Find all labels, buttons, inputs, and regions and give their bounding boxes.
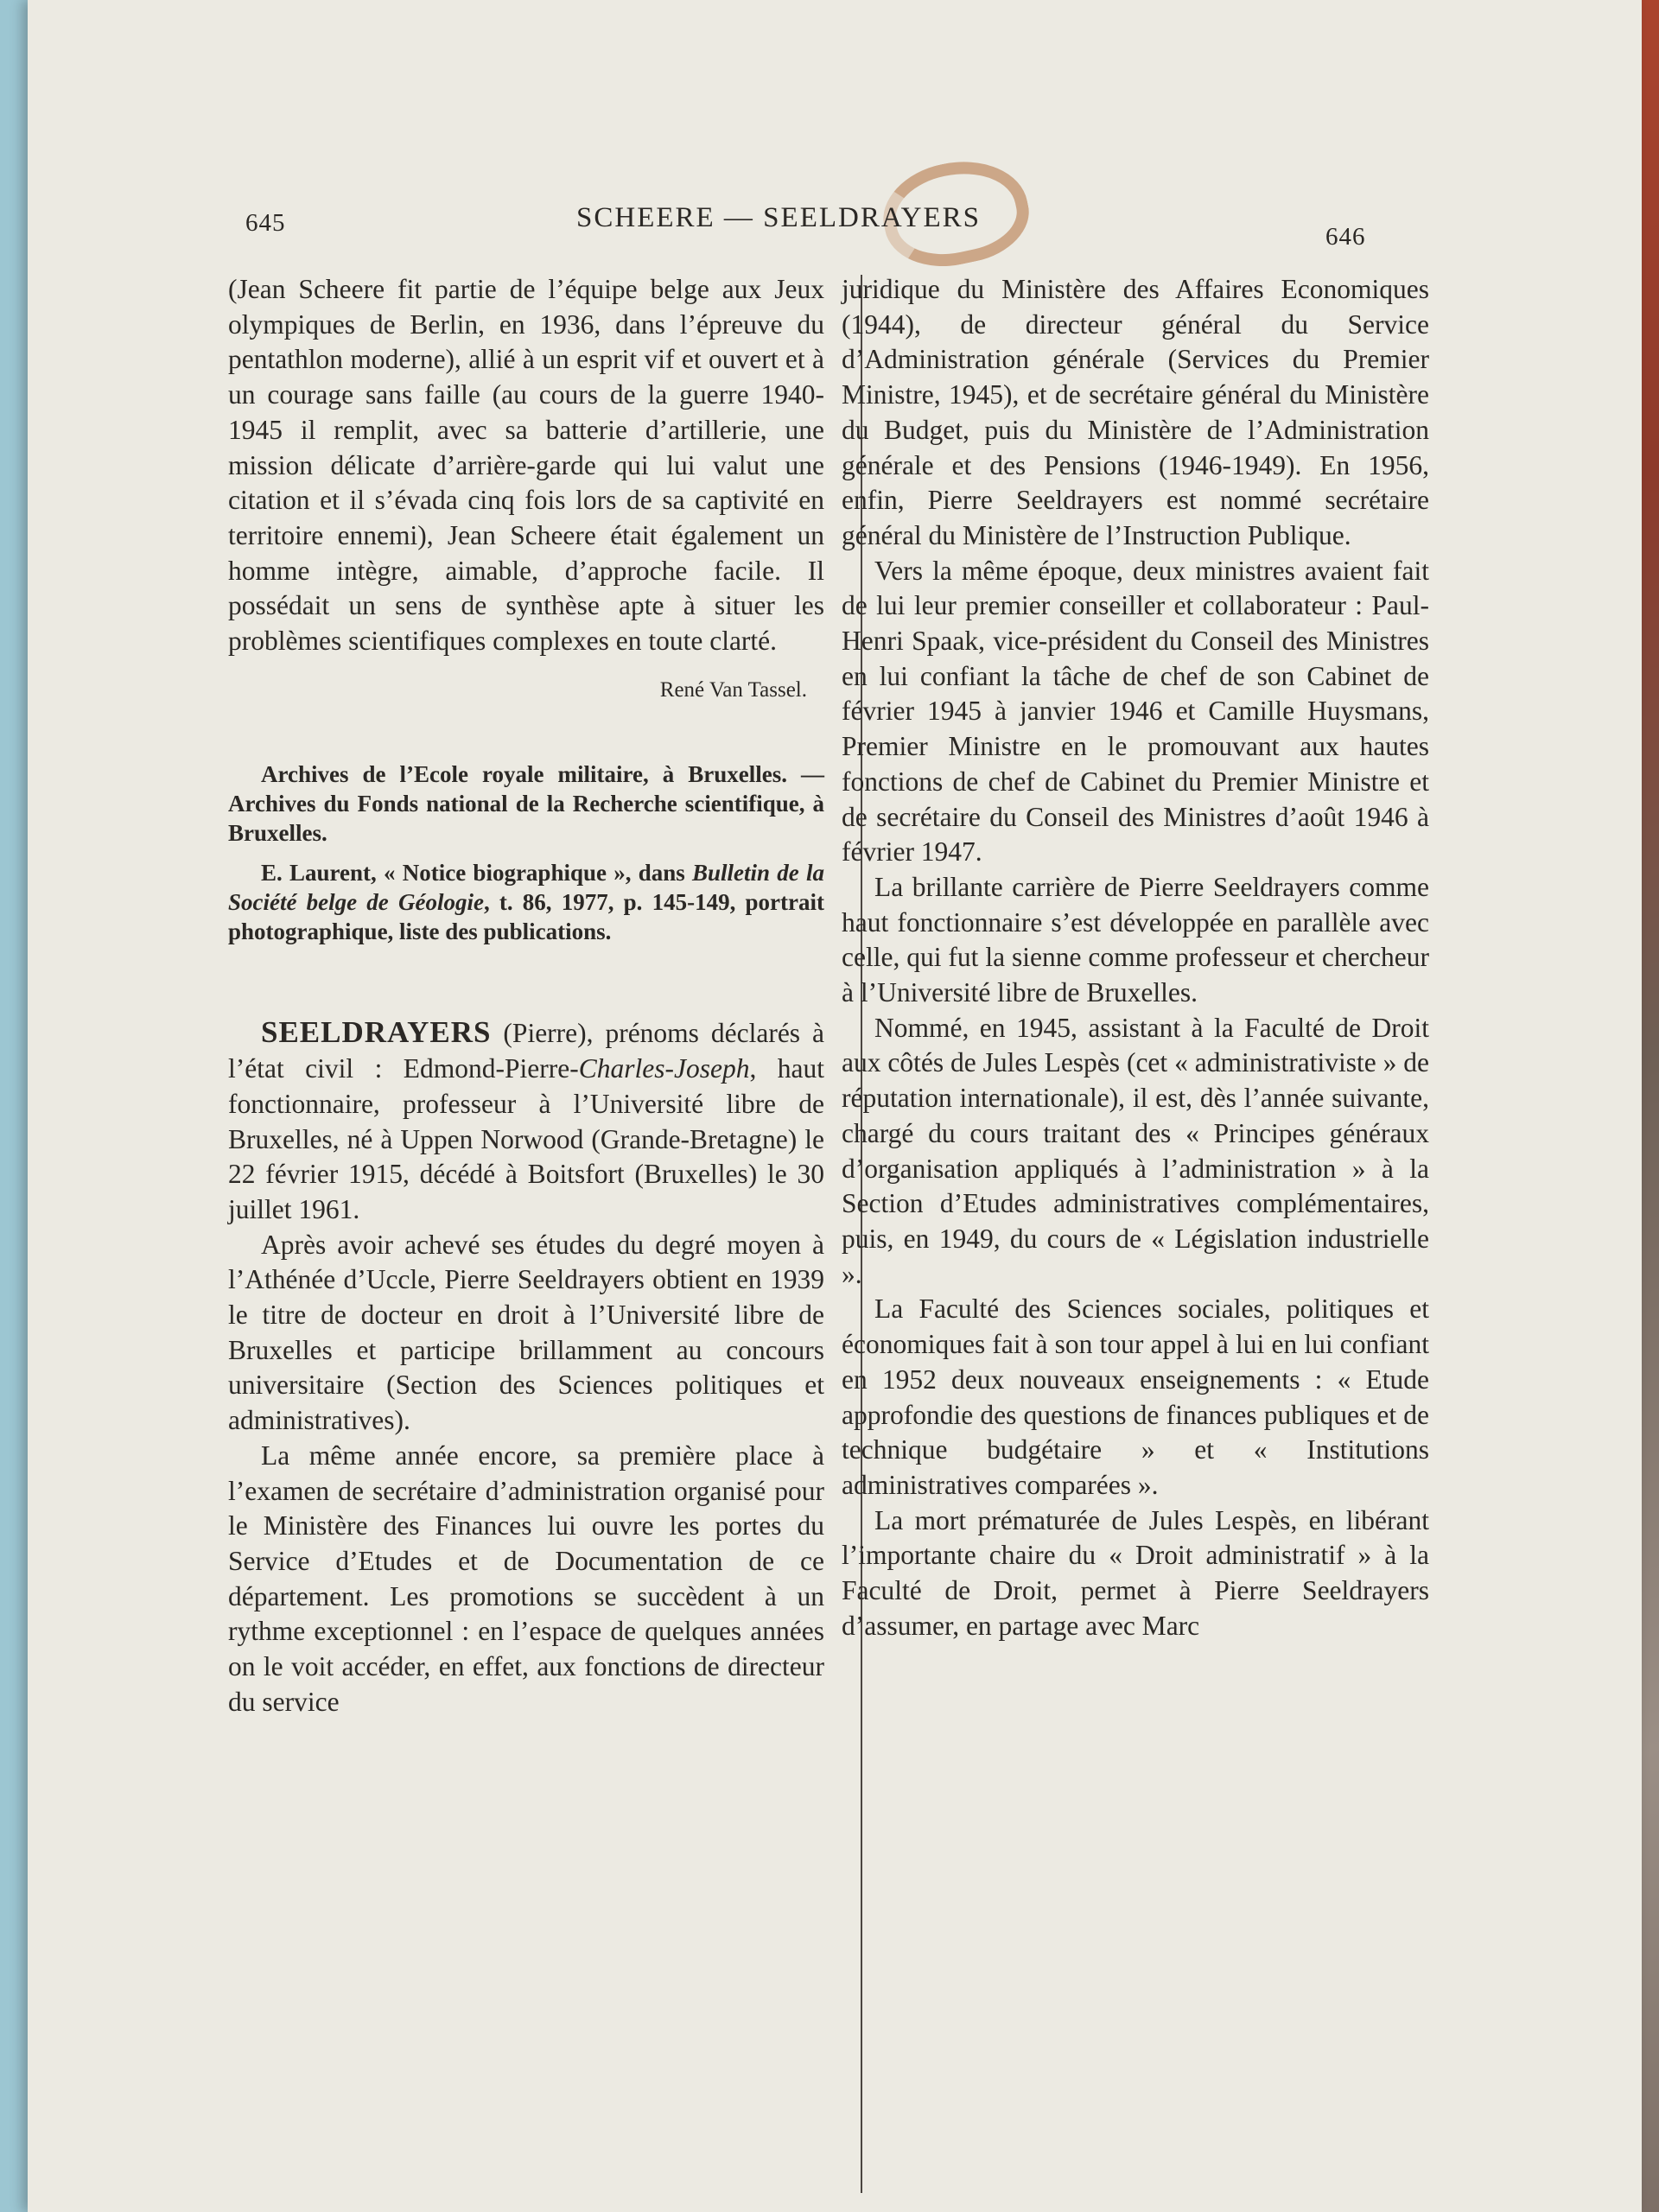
left-page-number: 645	[245, 209, 286, 237]
right-paragraph: La brillante carrière de Pierre Seeldrayers comme haut fonctionnaire s’est développée en parallèle avec celle, qui fut la sienne comme professeur et chercheur à l’Université libre de Bruxelles.	[842, 871, 1429, 1008]
entry-name: SEELDRAYERS	[261, 1015, 492, 1050]
entry-intro-rest: , haut fonctionnaire, professeur à l’Université libre de Bruxelles, né à Uppen Norwood (Grande-Bretagne) le 22 février 1915, décédé à Boitsfort (Bruxelles) le 30 juillet 1961.	[228, 1053, 825, 1224]
bibliography-archives: Archives de l’Ecole royale militaire, à Bruxelles. — Archives du Fonds national de la Recherche scientifique, à Bruxelles.	[228, 761, 824, 847]
author-signature: René Van Tassel.	[659, 677, 807, 702]
running-title: SCHEERE — SEELDRAYERS	[576, 202, 982, 233]
entry-intro-italic: Charles-Joseph	[578, 1053, 750, 1084]
reference-author: E. Laurent, « Notice biographique », dans	[261, 860, 692, 887]
right-paragraph: La mort prématurée de Jules Lespès, en libérant l’importante chaire du « Droit administratif » à la Faculté de Droit, permet à Pierre Seeldrayers d’assumer, en partage avec Marc	[842, 1504, 1429, 1641]
page-header	[28, 199, 1642, 251]
right-paragraph: Vers la même époque, deux ministres avaient fait de lui leur premier conseiller et collaborateur : Paul-Henri Spaak, vice-président du Conseil des Ministres en lui confiant la tâche de chef de son Cabinet de février 1945 à janvier 1946 et Camille Huysmans, Premier Ministre en le promouvant aux hautes fonctions de chef de Cabinet du Premier Ministre et de secrétaire du Conseil des Ministres d’août 1946 à février 1947.	[842, 555, 1429, 868]
right-paragraph: Nommé, en 1945, assistant à la Faculté de Droit aux côtés de Jules Lespès (cet « administrativiste » de réputation internationale), il est, dès l’année suivante, chargé du cours traitant des « Principes généraux d’organisation appliqués à l’administration » à la Section d’Etudes administratives complémentaires, puis, en 1949, du cours de « Législation industrielle ».	[842, 1012, 1429, 1289]
bibliography-reference	[228, 858, 824, 946]
right-column	[842, 272, 1429, 1643]
book-page	[28, 0, 1642, 2212]
right-page-number: 646	[1325, 223, 1366, 251]
reference-details: , t. 86, 1977, p. 145-149, portrait photographique, liste des publications.	[228, 889, 824, 945]
entry-intro-text: (Pierre), prénoms déclarés à l’état civil : Edmond-Pierre-	[228, 1018, 824, 1084]
reference-journal: Bulletin de la Société belge de Géologie	[228, 860, 824, 916]
left-column	[228, 272, 824, 1720]
entry-paragraph: Après avoir achevé ses études du degré moyen à l’Athénée d’Uccle, Pierre Seeldrayers obtient en 1939 le titre de docteur en droit à l’Université libre de Bruxelles et participe brillamment au concours universitaire (Section des Sciences politiques et administratives).	[228, 1229, 824, 1436]
bibliography	[228, 760, 824, 946]
biography-entry	[228, 1015, 824, 1719]
continuation-paragraph: (Jean Scheere fit partie de l’équipe belge aux Jeux olympiques de Berlin, en 1936, dans l’épreuve du pentathlon moderne), allié à un esprit vif et ouvert et à un courage sans faille (au cours de la guerre 1940-1945 il remplit, avec sa batterie d’artillerie, une mission délicate d’arrière-garde qui lui valut une citation et il s’évada cinq fois lors de sa captivité en territoire ennemi), Jean Scheere était également un homme intègre, aimable, d’approche facile. Il possédait un sens de synthèse apte à situer les problèmes scientifiques complexes en toute clarté.	[228, 274, 824, 657]
entry-intro	[228, 1015, 824, 1227]
right-paragraph: juridique du Ministère des Affaires Economiques (1944), de directeur général du Service d’Administration générale (Services du Premier Ministre, 1945), et de secrétaire général du Ministère du Budget, puis du Ministère de l’Administration générale et des Pensions (1946-1949). En 1956, enfin, Pierre Seeldrayers est nommé secrétaire général du Ministère de l’Instruction Publique.	[842, 274, 1429, 550]
right-paragraph: La Faculté des Sciences sociales, politiques et économiques fait à son tour appel à lui en lui confiant en 1952 deux nouveaux enseignements : « Etude approfondie des questions de finances publiques et de technique budgétaire » et « Institutions administratives comparées ».	[842, 1294, 1429, 1500]
entry-paragraph: La même année encore, sa première place à l’examen de secrétaire d’administration organisé pour le Ministère des Finances lui ouvre les portes du Service d’Etudes et de Documentation de ce département. Les promotions se succèdent à un rythme exceptionnel : en l’espace de quelques années on le voit accéder, en effet, aux fonctions de directeur du service	[228, 1440, 824, 1717]
